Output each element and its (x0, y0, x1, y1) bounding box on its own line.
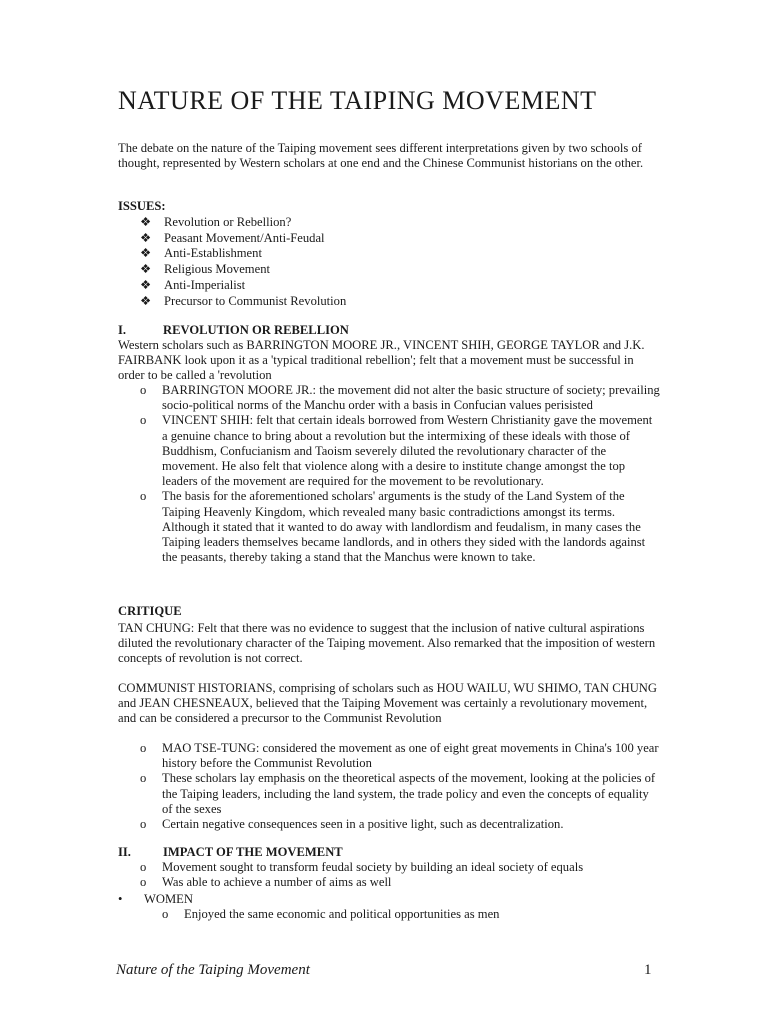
diamond-bullet-icon: ❖ (140, 230, 152, 245)
list-item: o Was able to achieve a number of aims as well (140, 875, 392, 890)
communist-points (140, 741, 660, 832)
list-item: o Enjoyed the same economic and political opportunities as men (162, 907, 500, 921)
circle-bullet-icon: o (140, 817, 147, 832)
list-item: o BARRINGTON MOORE JR.: the movement did not alter the basic structure of society; prevailing socio-political norms of the Manchu order with a basis in Confucian values perisisted (140, 383, 660, 413)
list-item: ❖ Anti-Establishment (140, 246, 262, 261)
list-item: o Movement sought to transform feudal society by building an ideal society of equals (140, 860, 584, 874)
circle-bullet-icon: o (140, 771, 147, 786)
list-item: ❖ Precursor to Communist Revolution (140, 293, 347, 308)
list-item: o The basis for the aforementioned scholars' arguments is the study of the Land System of the Taiping Heavenly Kingdom, which revealed many basic contradictions amongst its terms. Although it stated that it wanted to do away with landlordism and feudalism, in many cases the Taiping leaders themselves became landlords, and in others they sided with the landords against the peasants, thereby taking a stand that the Manchus were known to take. (140, 489, 646, 565)
issues-list (140, 215, 346, 309)
diamond-bullet-icon: ❖ (140, 215, 152, 229)
list-item: o Certain negative consequences seen in a positive light, such as decentralization. (140, 817, 564, 832)
section-1-heading: I. REVOLUTION OR REBELLION (118, 323, 349, 337)
critique-paragraph: TAN CHUNG: Felt that there was no evidence to suggest that the inclusion of native cultural aspirations diluted the revolutionary character of the Taiping movement. Also remarked that the imposition of western concepts of revolution is not correct. (118, 621, 656, 666)
diamond-bullet-icon: ❖ (140, 246, 152, 261)
diamond-bullet-icon: ❖ (140, 293, 152, 308)
diamond-bullet-icon: ❖ (140, 277, 152, 292)
list-item: o These scholars lay emphasis on the theoretical aspects of the movement, looking at the policies of the Taiping leaders, including the land system, the trade policy and even the concepts of equality of the sexes (140, 771, 656, 816)
list-item: ❖ Religious Movement (140, 262, 270, 277)
section-1-intro: Western scholars such as BARRINGTON MOORE JR., VINCENT SHIH, GEORGE TAYLOR and J.K. FAIRBANK look upon it as a 'typical traditional rebellion'; felt that a movement must be successful in order to be called a 'revolution (118, 338, 645, 383)
section-number: I. (118, 323, 127, 337)
diamond-bullet-icon: ❖ (140, 262, 152, 277)
section-2-points (140, 860, 660, 890)
circle-bullet-icon: o (140, 875, 147, 890)
page-title: NATURE OF THE TAIPING MOVEMENT (118, 86, 597, 115)
circle-bullet-icon: o (162, 907, 169, 921)
intro-paragraph: The debate on the nature of the Taiping movement sees different interpretations given by two schools of thought, represented by Western scholars at one end and the Chinese Communist historians on the other. (118, 141, 644, 171)
dot-bullet-icon: • (118, 892, 123, 906)
list-item: o MAO TSE-TUNG: considered the movement as one of eight great movements in China's 100 year history before the Communist Revolution (140, 741, 659, 771)
section-number: II. (118, 845, 131, 859)
women-bullet: • WOMEN (118, 892, 193, 906)
communist-historians-paragraph: COMMUNIST HISTORIANS, comprising of scholars such as HOU WAILU, WU SHIMO, TAN CHUNG and JEAN CHESNEAUX, believed that the Taiping Movement was certainly a revolutionary movement, and can be considered a precursor to the Communist Revolution (118, 681, 657, 726)
circle-bullet-icon: o (140, 383, 147, 397)
section-2-heading: II. IMPACT OF THE MOVEMENT (118, 845, 343, 859)
footer-title: Nature of the Taiping Movement (116, 962, 310, 978)
women-points (162, 907, 682, 922)
list-item: ❖ Peasant Movement/Anti-Feudal (140, 230, 325, 245)
critique-heading: CRITIQUE (118, 604, 182, 618)
circle-bullet-icon: o (140, 741, 147, 755)
list-item: ❖ Anti-Imperialist (140, 277, 246, 292)
issues-heading: ISSUES: (118, 199, 166, 213)
circle-bullet-icon: o (140, 413, 147, 428)
list-item: o VINCENT SHIH: felt that certain ideals borrowed from Western Christianity gave the movement a genuine chance to bring about a revolution but the intermixing of these ideals with those of Buddhism, Confucianism and Taoism severely diluted the revolutionary character of the movement. He also felt that violence along with a desire to institute change amongst the top leaders of the movement are required for the movement to be revolutionary. (140, 413, 653, 489)
list-item: ❖ Revolution or Rebellion? (140, 215, 292, 229)
circle-bullet-icon: o (140, 489, 147, 504)
page-number: 1 (644, 962, 652, 978)
circle-bullet-icon: o (140, 860, 147, 874)
section-1-points (140, 383, 660, 565)
